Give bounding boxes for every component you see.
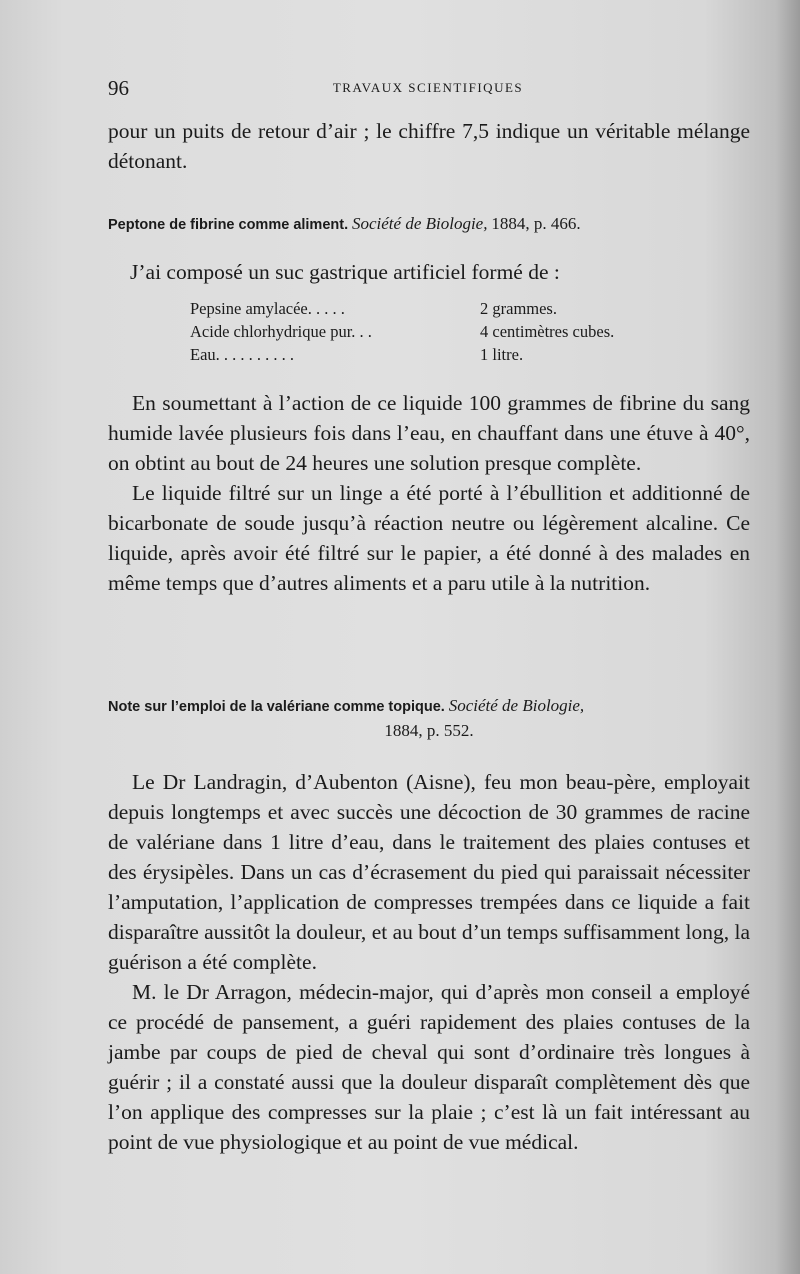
recipe-row [190,320,750,343]
section-title-ref: 1884, p. 552. [384,721,474,740]
section-title-main: Peptone de fibrine comme aliment. [108,217,349,233]
recipe-ingredient: Acide chlorhydrique pur. . . [190,322,372,341]
recipe-quantity: 2 grammes. [480,299,557,318]
intro-paragraph: pour un puits de retour d’air ; le chiffre 7,5 indique un véritable mélange détonant. [108,119,750,173]
paragraph: M. le Dr Arragon, médecin-major, qui d’après mon conseil a employé ce procédé de pansement, a guéri rapidement des plaies contuses de la jambe par coups de pied de cheval qui sont d’ordinaire très longues à guérir ; il a constaté aussi que la douleur disparaît complètement dès que l’on applique des compresses sur la plaie ; c’est là un fait intéressant au point de vue physiologique et au point de vue médical. [108,980,750,1154]
section-title-ref: 1884, p. 466. [491,214,581,233]
section-peptone [108,212,750,598]
recipe-quantity: 4 centimètres cubes. [480,322,615,341]
intro-block [108,116,750,176]
recipe-row [190,297,750,320]
recipe-ingredient: Eau. . . . . . . . . . [190,345,295,364]
page-header [108,76,748,102]
paragraph: Le Dr Landragin, d’Aubenton (Aisne), feu mon beau-père, employait depuis longtemps et avec succès une décoction de 30 grammes de racine de valériane dans 1 litre d’eau, dans le traitement des plaies contuses et des érysipèles. Dans un cas d’écrasement du pied qui paraissait nécessiter l’amputation, l’application de compresses trempées dans ce liquide a fait disparaître aussitôt la douleur, et au bout d’un temps suffisamment long, la guérison a été complète. [108,770,750,974]
running-title: TRAVAUX SCIENTIFIQUES [332,80,524,95]
recipe-quantity: 1 litre. [480,345,524,364]
recipe-row [190,343,750,366]
page-number: 96 [108,76,129,100]
section-title-peptone [108,212,750,237]
recipe-lead: J’ai composé un suc gastrique artificiel formé de : [130,260,560,284]
section-title-main: Note sur l’emploi de la valériane comme topique. [108,699,445,715]
section-title-source: Société de Biologie, [448,696,585,715]
paragraph: Le liquide filtré sur un linge a été porté à l’ébullition et additionné de bicarbonate de soude jusqu’à réaction neutre ou légèrement alcaline. Ce liquide, après avoir été filtré sur le papier, a été donné à des malades en même temps que d’autres aliments et a paru utile à la nutrition. [108,481,750,595]
section-title-valeriane [108,694,750,743]
recipe-ingredient: Pepsine amylacée. . . . . [190,299,345,318]
recipe-table [190,297,750,366]
section-title-source: Société de Biologie, [351,214,488,233]
paragraph: En soumettant à l’action de ce liquide 100 grammes de fibrine du sang humide lavée plusieurs fois dans l’eau, en chauffant dans une étuve à 40°, on obtint au bout de 24 heures une solution presque complète. [108,391,750,475]
section-valeriane [108,694,750,1157]
